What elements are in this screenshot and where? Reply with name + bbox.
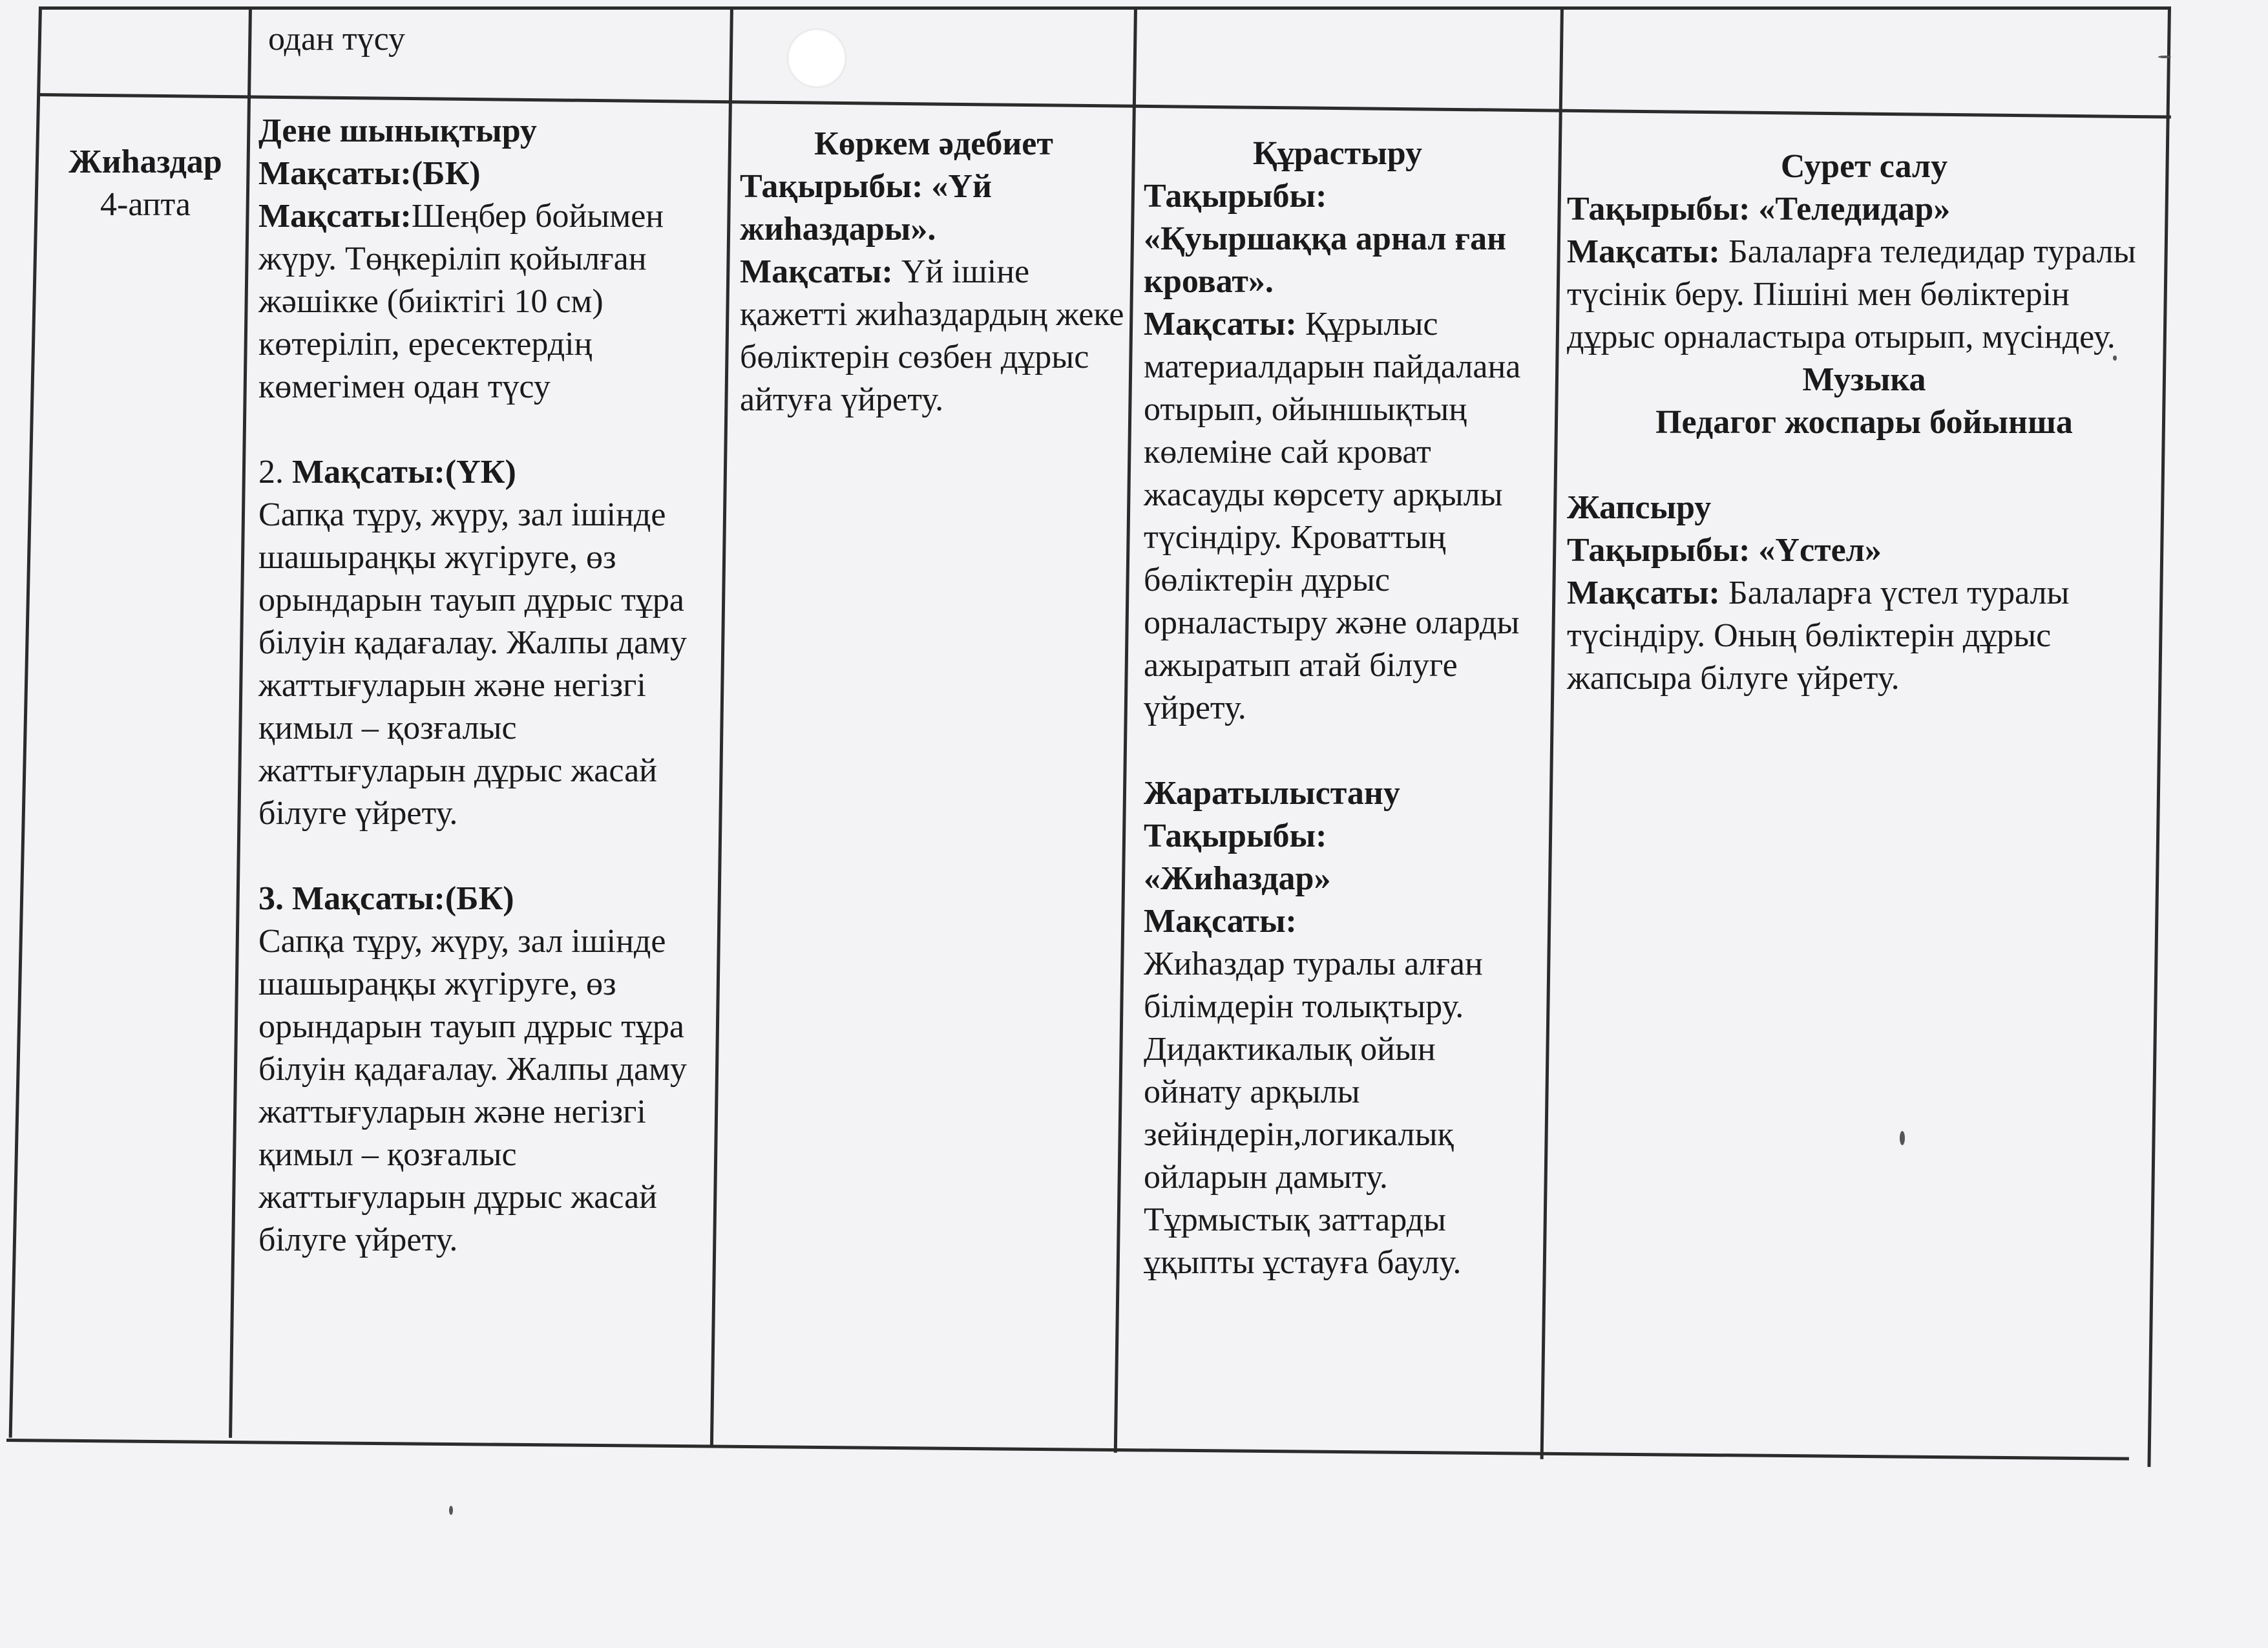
construction-title: Құрастыру bbox=[1252, 135, 1423, 172]
pe-goal2-text: Сапқа тұру, жүру, зал ішінде шашыраңқы жүгіруге, өз орындарын тауып дұрыс тұра білуін қадағалау. Жалпы даму жаттығуларын және негізгі қимыл – қозғалыс жаттығуларын дұрыс жасай білуге үйрету. bbox=[258, 496, 688, 832]
applique-topic-label: Тақырыбы: bbox=[1567, 532, 1750, 569]
pe-goal1b-label: Мақсаты: bbox=[258, 198, 412, 235]
literature-topic-value: «Үй жиһаздары». bbox=[740, 168, 992, 248]
theme-cell bbox=[48, 141, 242, 226]
theme-name: Жиһаздар bbox=[68, 143, 222, 180]
pe-goal1b-text: Шеңбер бойымен жүру. Төңкеріліп қойылған жәшікке (биіктігі 10 см) көтеріліп, ересектердің көмегімен одан түсу bbox=[258, 198, 664, 405]
table-border-top bbox=[39, 6, 2171, 10]
drawing-goal bbox=[1567, 231, 2161, 359]
theme-week: 4-апта bbox=[100, 186, 191, 223]
pe-goal2-label: Мақсаты:(ҮК) bbox=[292, 454, 516, 491]
drawing-topic bbox=[1567, 188, 2161, 231]
literature-topic bbox=[740, 165, 1128, 251]
punch-hole bbox=[787, 28, 846, 88]
music-title: Музыка bbox=[1802, 361, 1926, 398]
construction-topic-label: Тақырыбы: bbox=[1144, 178, 1327, 215]
top-row-text bbox=[268, 18, 720, 61]
pe-goal2-num: 2. bbox=[258, 454, 284, 491]
pe-goal1b bbox=[258, 195, 724, 408]
literature-goal-label: Мақсаты: bbox=[740, 253, 893, 290]
top-row-fragment: одан түсу bbox=[268, 21, 405, 58]
col-divider-4 bbox=[1540, 6, 1564, 1459]
drawing-goal-label: Мақсаты: bbox=[1567, 233, 1720, 270]
pe-goal1-label: Мақсаты:(БК) bbox=[258, 155, 481, 192]
pe-cell bbox=[258, 110, 724, 1262]
applique-goal-label: Мақсаты: bbox=[1567, 575, 1720, 611]
applique-goal-text: Балаларға үстел туралы түсіндіру. Оның бөліктерін дұрыс жапсыра білуге үйрету. bbox=[1567, 575, 2070, 697]
drawing-goal-text: Балаларға теледидар туралы түсінік беру. Пішіні мен бөліктерін дұрыс орналастыра отырып, мүсіндеу. bbox=[1567, 233, 2136, 355]
scan-speck bbox=[2113, 355, 2117, 361]
nature-goal-label: Мақсаты: bbox=[1144, 903, 1297, 940]
pe-goal3-label: 3. Мақсаты:(БК) bbox=[258, 880, 514, 917]
nature-title: Жаратылыстану bbox=[1144, 775, 1400, 812]
table-border-bottom bbox=[6, 1439, 2129, 1461]
pe-title: Дене шынықтыру bbox=[258, 112, 537, 149]
construction-goal-text: Құрылыс материалдарын пайдалана отырып, ойыншықтың көлеміне сай кроват жасауды көрсету арқылы түсіндіру. Кроваттың бөліктерін дұрыс орналастыру және оларды ажыратып атай білуге үйрету. bbox=[1144, 306, 1521, 726]
music-note: Педагог жоспары бойынша bbox=[1655, 404, 2073, 441]
applique-goal bbox=[1567, 572, 2161, 700]
table-border-left bbox=[9, 6, 42, 1438]
scan-speck bbox=[449, 1506, 453, 1515]
drawing-topic-label: Тақырыбы: bbox=[1567, 191, 1750, 227]
applique-topic bbox=[1567, 529, 2161, 572]
construction-cell bbox=[1144, 132, 1531, 1284]
literature-goal bbox=[740, 251, 1128, 421]
nature-goal-text: Жиһаздар туралы алған білімдерін толықтыру. Дидактикалық ойын ойнату арқылы зейіндерін,логикалық ойларын дамыту. Тұрмыстық заттарды ұқыпты ұстауға баулу. bbox=[1144, 945, 1483, 1281]
scan-speck bbox=[2158, 56, 2171, 58]
applique-topic-value: «Үстел» bbox=[1758, 532, 1882, 569]
applique-title: Жапсыру bbox=[1567, 489, 1712, 526]
construction-goal bbox=[1144, 303, 1531, 730]
literature-topic-label: Тақырыбы: bbox=[740, 168, 923, 205]
scan-speck bbox=[1900, 1131, 1905, 1145]
nature-topic-value: «Жиһаздар» bbox=[1144, 860, 1331, 897]
drawing-topic-value: «Теледидар» bbox=[1758, 191, 1951, 227]
drawing-title: Сурет салу bbox=[1780, 148, 1948, 185]
literature-title: Көркем әдебиет bbox=[814, 125, 1053, 162]
literature-cell bbox=[740, 123, 1128, 421]
construction-topic-value: «Қуыршаққа арнал ған кроват». bbox=[1144, 220, 1507, 300]
pe-goal2 bbox=[258, 451, 724, 494]
drawing-cell bbox=[1567, 145, 2161, 700]
construction-goal-label: Мақсаты: bbox=[1144, 306, 1297, 343]
literature-goal-text: Үй ішіне қажетті жиһаздардың жеке бөліктерін сөзбен дұрыс айтуға үйрету. bbox=[740, 253, 1124, 418]
nature-topic-label: Тақырыбы: bbox=[1144, 818, 1327, 854]
pe-goal3-text: Сапқа тұру, жүру, зал ішінде шашыраңқы жүгіруге, өз орындарын тауып дұрыс тұра білуін қадағалау. Жалпы даму жаттығуларын және негізгі қимыл – қозғалыс жаттығуларын дұрыс жасай білуге үйрету. bbox=[258, 923, 688, 1258]
